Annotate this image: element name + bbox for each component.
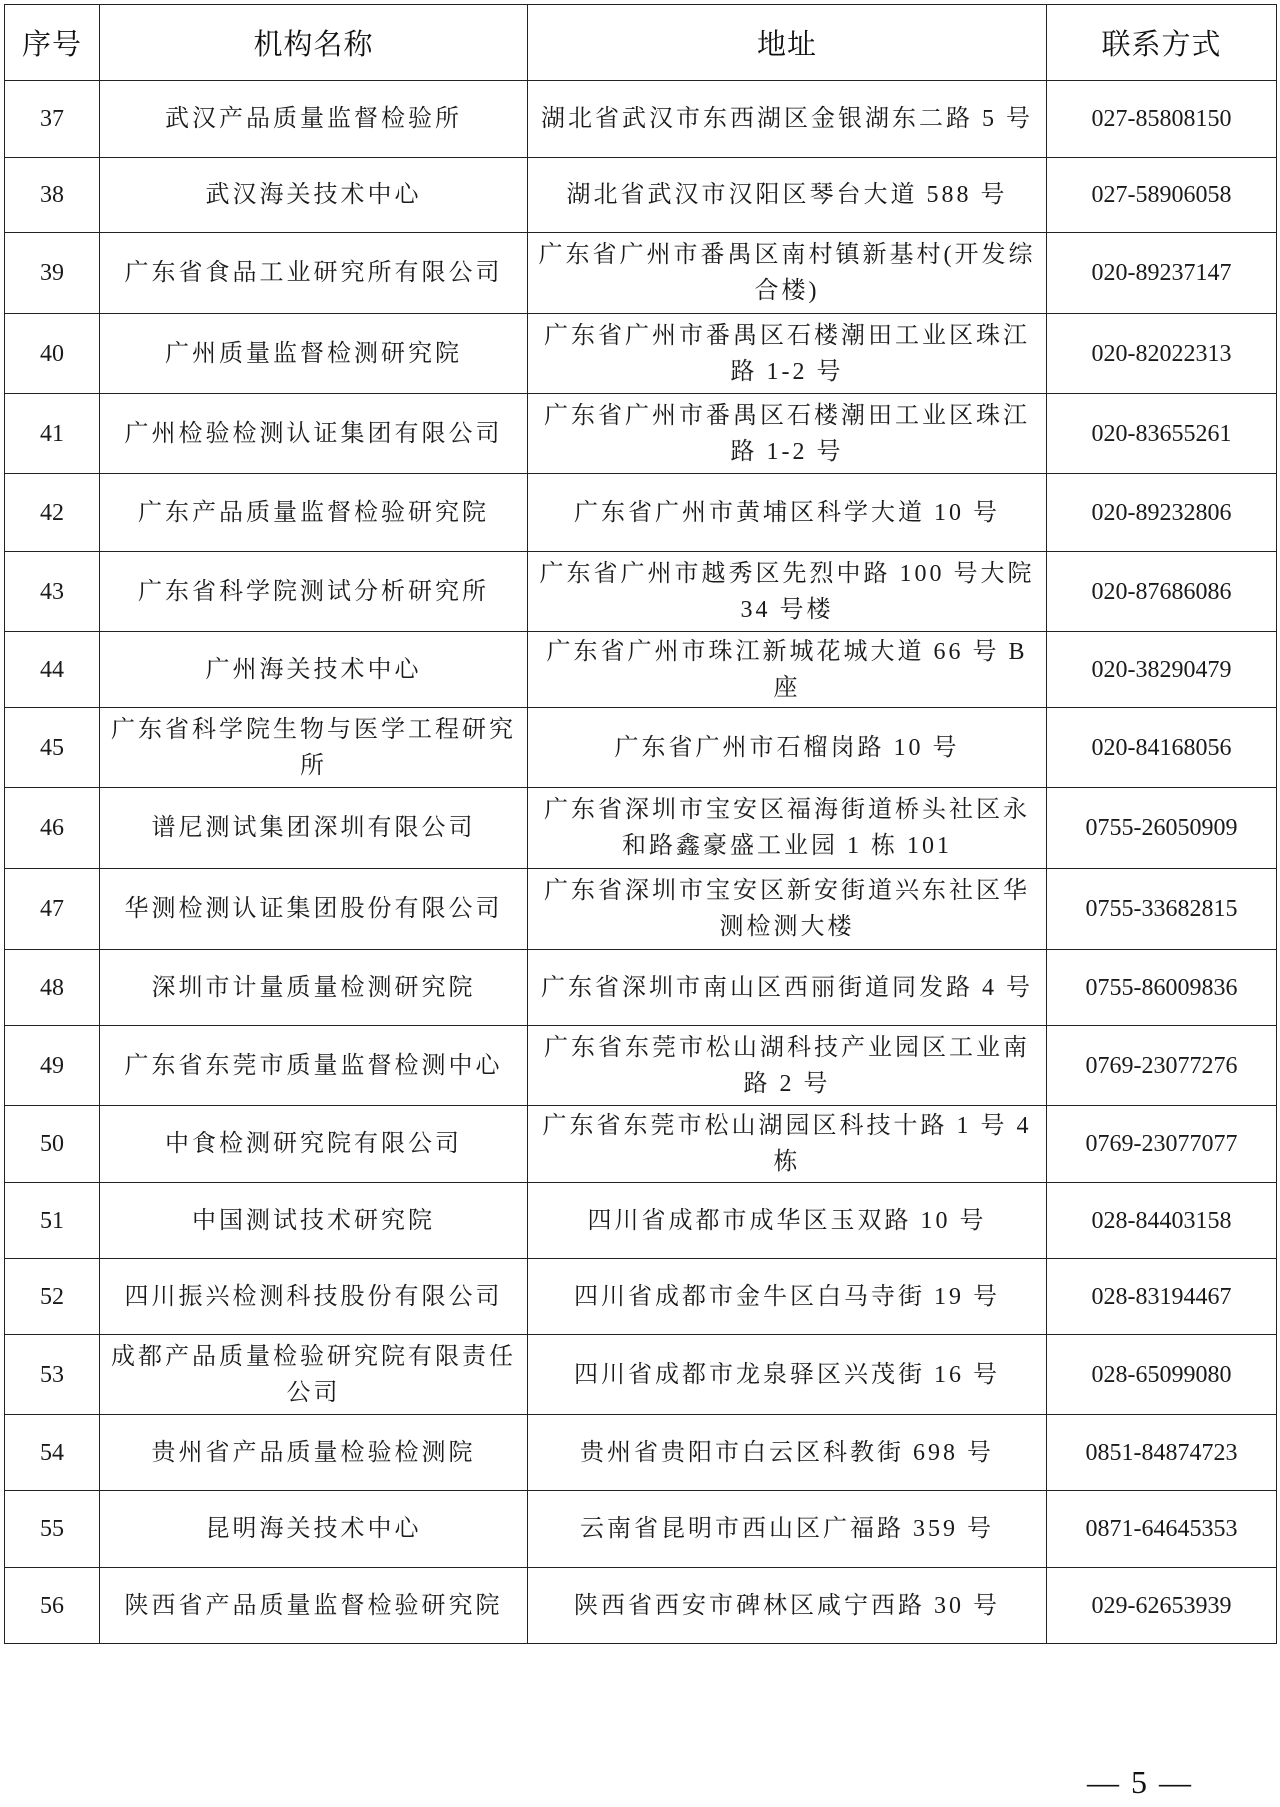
institution-address: 陕西省西安市碑林区咸宁西路 30 号 [528,1568,1047,1644]
institution-phone: 0871-64645353 [1047,1491,1277,1568]
institution-phone: 020-89237147 [1047,233,1277,314]
table-row [5,1026,1277,1106]
institution-address: 四川省成都市金牛区白马寺街 19 号 [528,1259,1047,1335]
table-row [5,632,1277,708]
institution-address: 广东省深圳市南山区西丽街道同发路 4 号 [528,950,1047,1026]
table-row [5,474,1277,552]
column-header-address: 地址 [528,5,1047,81]
institution-address: 广东省广州市越秀区先烈中路 100 号大院 34 号楼 [528,552,1047,632]
table-row [5,233,1277,314]
row-number: 47 [5,869,100,950]
table-row [5,1568,1277,1644]
institution-address: 广东省东莞市松山湖园区科技十路 1 号 4 栋 [528,1106,1047,1183]
table-row [5,1415,1277,1491]
row-number: 43 [5,552,100,632]
institution-address: 贵州省贵阳市白云区科教街 698 号 [528,1415,1047,1491]
row-number: 53 [5,1335,100,1415]
row-number: 54 [5,1415,100,1491]
institution-name: 谱尼测试集团深圳有限公司 [100,788,528,869]
institution-phone: 0755-33682815 [1047,869,1277,950]
institution-phone: 020-84168056 [1047,708,1277,788]
institution-name: 广东产品质量监督检验研究院 [100,474,528,552]
institution-phone: 0769-23077077 [1047,1106,1277,1183]
institution-phone: 028-84403158 [1047,1183,1277,1259]
institution-name: 武汉产品质量监督检验所 [100,81,528,158]
table-header-row [5,5,1277,81]
table-row [5,1491,1277,1568]
institution-table [4,4,1277,1644]
column-header-contact: 联系方式 [1047,5,1277,81]
table-row [5,1106,1277,1183]
table-row [5,394,1277,474]
institution-phone: 0755-26050909 [1047,788,1277,869]
institution-phone: 020-83655261 [1047,394,1277,474]
institution-phone: 028-65099080 [1047,1335,1277,1415]
institution-name: 武汉海关技术中心 [100,158,528,233]
institution-phone: 027-85808150 [1047,81,1277,158]
document-page [4,4,1276,1644]
institution-address: 广东省深圳市宝安区福海街道桥头社区永和路鑫豪盛工业园 1 栋 101 [528,788,1047,869]
institution-name: 广东省科学院测试分析研究所 [100,552,528,632]
column-header-no: 序号 [5,5,100,81]
table-row [5,788,1277,869]
institution-phone: 028-83194467 [1047,1259,1277,1335]
institution-name: 广州检验检测认证集团有限公司 [100,394,528,474]
table-row [5,552,1277,632]
row-number: 46 [5,788,100,869]
institution-address: 四川省成都市龙泉驿区兴茂街 16 号 [528,1335,1047,1415]
table-row [5,1259,1277,1335]
institution-name: 四川振兴检测科技股份有限公司 [100,1259,528,1335]
institution-address: 湖北省武汉市汉阳区琴台大道 588 号 [528,158,1047,233]
institution-name: 华测检测认证集团股份有限公司 [100,869,528,950]
institution-address: 广东省东莞市松山湖科技产业园区工业南路 2 号 [528,1026,1047,1106]
institution-name: 陕西省产品质量监督检验研究院 [100,1568,528,1644]
institution-phone: 029-62653939 [1047,1568,1277,1644]
table-row [5,314,1277,394]
table-row [5,1335,1277,1415]
institution-address: 广东省广州市珠江新城花城大道 66 号 B 座 [528,632,1047,708]
row-number: 39 [5,233,100,314]
institution-name: 贵州省产品质量检验检测院 [100,1415,528,1491]
institution-name: 广州海关技术中心 [100,632,528,708]
institution-address: 广东省广州市番禺区南村镇新基村(开发综合楼) [528,233,1047,314]
institution-phone: 020-82022313 [1047,314,1277,394]
institution-name: 昆明海关技术中心 [100,1491,528,1568]
row-number: 50 [5,1106,100,1183]
institution-phone: 027-58906058 [1047,158,1277,233]
row-number: 37 [5,81,100,158]
row-number: 38 [5,158,100,233]
row-number: 52 [5,1259,100,1335]
institution-name: 广州质量监督检测研究院 [100,314,528,394]
row-number: 51 [5,1183,100,1259]
table-row [5,708,1277,788]
institution-phone: 0851-84874723 [1047,1415,1277,1491]
institution-phone: 020-89232806 [1047,474,1277,552]
institution-address: 广东省广州市番禺区石楼潮田工业区珠江路 1-2 号 [528,394,1047,474]
row-number: 55 [5,1491,100,1568]
table-row [5,950,1277,1026]
institution-address: 广东省广州市石榴岗路 10 号 [528,708,1047,788]
row-number: 44 [5,632,100,708]
column-header-name: 机构名称 [100,5,528,81]
row-number: 42 [5,474,100,552]
institution-phone: 0755-86009836 [1047,950,1277,1026]
institution-name: 中国测试技术研究院 [100,1183,528,1259]
institution-name: 中食检测研究院有限公司 [100,1106,528,1183]
institution-name: 广东省食品工业研究所有限公司 [100,233,528,314]
institution-address: 广东省深圳市宝安区新安街道兴东社区华测检测大楼 [528,869,1047,950]
institution-name: 深圳市计量质量检测研究院 [100,950,528,1026]
institution-address: 湖北省武汉市东西湖区金银湖东二路 5 号 [528,81,1047,158]
institution-name: 广东省科学院生物与医学工程研究所 [100,708,528,788]
institution-address: 四川省成都市成华区玉双路 10 号 [528,1183,1047,1259]
institution-name: 广东省东莞市质量监督检测中心 [100,1026,528,1106]
page-number: — 5 — [1087,1764,1193,1800]
table-row [5,81,1277,158]
institution-phone: 0769-23077276 [1047,1026,1277,1106]
row-number: 56 [5,1568,100,1644]
row-number: 40 [5,314,100,394]
table-row [5,158,1277,233]
table-body [5,81,1277,1644]
institution-address: 广东省广州市番禺区石楼潮田工业区珠江路 1-2 号 [528,314,1047,394]
row-number: 45 [5,708,100,788]
institution-address: 广东省广州市黄埔区科学大道 10 号 [528,474,1047,552]
table-row [5,1183,1277,1259]
row-number: 49 [5,1026,100,1106]
table-row [5,869,1277,950]
row-number: 41 [5,394,100,474]
institution-name: 成都产品质量检验研究院有限责任公司 [100,1335,528,1415]
institution-address: 云南省昆明市西山区广福路 359 号 [528,1491,1047,1568]
institution-phone: 020-38290479 [1047,632,1277,708]
institution-phone: 020-87686086 [1047,552,1277,632]
row-number: 48 [5,950,100,1026]
